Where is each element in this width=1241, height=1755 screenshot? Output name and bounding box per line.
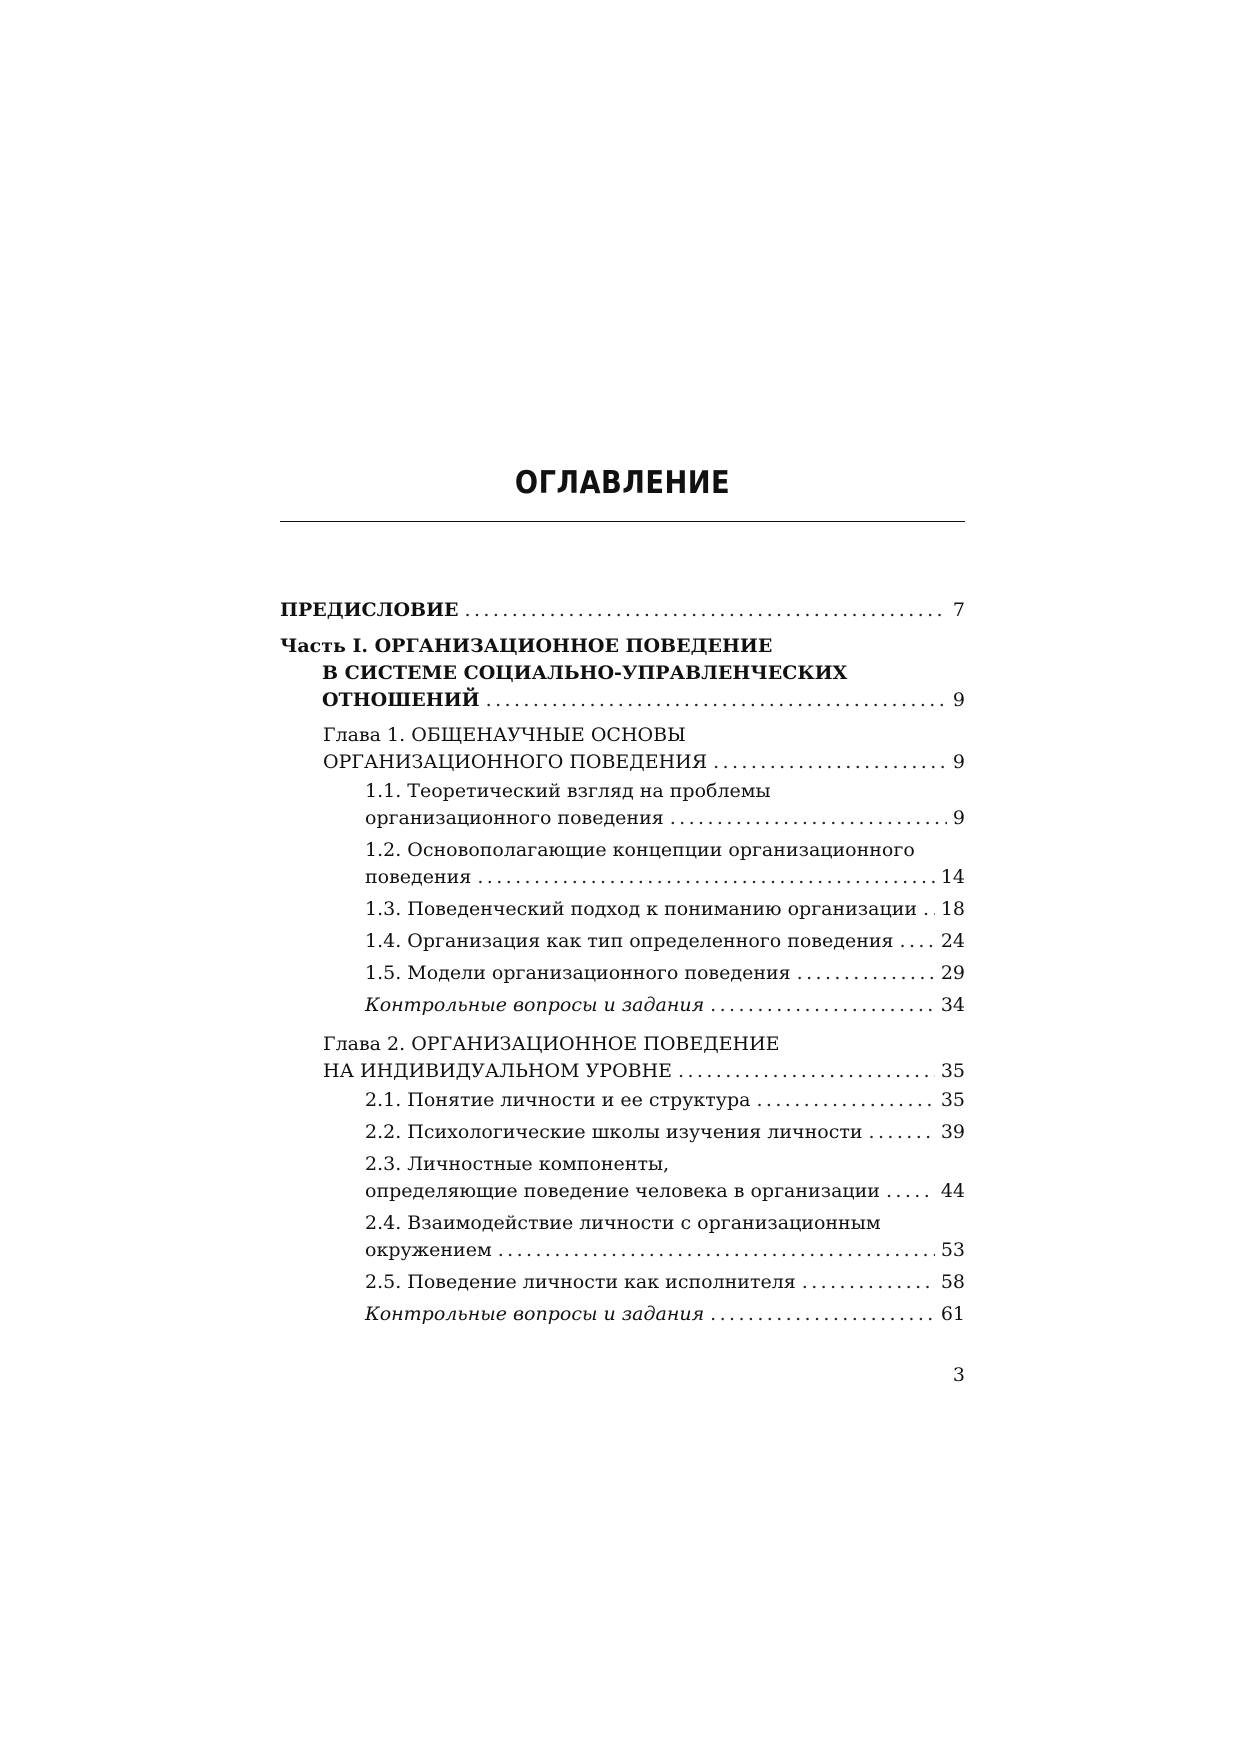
table-of-contents [280, 597, 965, 1328]
leader-dots [678, 1058, 935, 1085]
toc-entry-chapter-1 [280, 722, 965, 776]
toc-entry-preface [280, 597, 965, 624]
toc-entry-title: 1.1. Теоретический взгляд на проблемы [365, 780, 771, 802]
title-underline [280, 521, 965, 522]
toc-entry-questions-1 [280, 992, 965, 1019]
toc-entry-title-cont: окружением [365, 1239, 492, 1261]
leader-dots [900, 928, 935, 955]
toc-entry-title-cont: организационного поведения [365, 807, 664, 829]
leader-dots [756, 1087, 934, 1114]
toc-entry-title-cont: поведения [365, 866, 472, 888]
page-title: ОГЛАВЛЕНИЕ [514, 465, 731, 501]
toc-entry-title: Контрольные вопросы и задания [365, 1303, 705, 1325]
leader-dots [670, 805, 947, 832]
leader-dots [465, 597, 947, 624]
toc-entry-title: 2.5. Поведение личности как исполнителя [365, 1271, 796, 1293]
toc-entry-section-2-3 [280, 1151, 965, 1205]
leader-dots [710, 992, 935, 1019]
leader-dots [886, 1178, 935, 1205]
toc-page-number: 18 [940, 898, 965, 920]
toc-entry-title: Часть I. ОРГАНИЗАЦИОННОЕ ПОВЕДЕНИЕ [280, 635, 773, 657]
toc-entry-section-1-1 [280, 778, 965, 832]
toc-page-number: 24 [940, 930, 965, 952]
toc-entry-section-2-4 [280, 1210, 965, 1264]
toc-page-number: 9 [952, 689, 965, 711]
toc-entry-section-1-5 [280, 960, 965, 987]
toc-entry-title-cont: ОРГАНИЗАЦИОННОГО ПОВЕДЕНИЯ [323, 751, 708, 773]
toc-page-number: 35 [940, 1060, 965, 1082]
toc-page-number: 53 [940, 1239, 965, 1261]
toc-page-number: 9 [952, 807, 965, 829]
toc-entry-title: 1.3. Поведенческий подход к пониманию организации [365, 898, 918, 920]
toc-page-number: 14 [940, 866, 965, 888]
toc-entry-title: 1.5. Модели организационного поведения [365, 962, 791, 984]
toc-page-number: 61 [940, 1303, 965, 1325]
toc-entry-title: 2.3. Личностные компоненты, [365, 1153, 670, 1175]
toc-entry-title-cont: В СИСТЕМЕ СОЦИАЛЬНО-УПРАВЛЕНЧЕСКИХ [322, 662, 848, 684]
toc-entry-title-cont: НА ИНДИВИДУАЛЬНОМ УРОВНЕ [323, 1060, 673, 1082]
leader-dots [486, 687, 947, 714]
toc-page-number: 7 [952, 599, 965, 621]
toc-entry-title: ПРЕДИСЛОВИЕ [280, 599, 459, 621]
toc-entry-title: Контрольные вопросы и задания [365, 994, 705, 1016]
leader-dots [713, 749, 947, 776]
toc-page-number: 35 [940, 1089, 965, 1111]
toc-entry-title: 1.2. Основополагающие концепции организационного [365, 839, 915, 861]
leader-dots [498, 1237, 935, 1264]
toc-entry-title: 1.4. Организация как тип определенного поведения [365, 930, 894, 952]
toc-entry-title: Глава 1. ОБЩЕНАУЧНЫЕ ОСНОВЫ [323, 724, 686, 746]
toc-entry-section-1-2 [280, 837, 965, 891]
leader-dots [923, 896, 935, 923]
leader-dots [802, 1269, 935, 1296]
toc-entry-chapter-2 [280, 1031, 965, 1085]
toc-page-number: 34 [940, 994, 965, 1016]
leader-dots [797, 960, 935, 987]
toc-page-number: 29 [940, 962, 965, 984]
leader-dots [710, 1301, 935, 1328]
toc-entry-questions-2 [280, 1301, 965, 1328]
toc-entry-section-1-4 [280, 928, 965, 955]
toc-entry-title: 2.4. Взаимодействие личности с организационным [365, 1212, 881, 1234]
toc-entry-title: 2.2. Психологические школы изучения личности [365, 1121, 863, 1143]
leader-dots [869, 1119, 935, 1146]
toc-entry-section-2-1 [280, 1087, 965, 1114]
toc-entry-title: 2.1. Понятие личности и ее структура [365, 1089, 751, 1111]
toc-entry-title-cont: ОТНОШЕНИЙ [322, 689, 480, 711]
toc-entry-section-2-5 [280, 1269, 965, 1296]
toc-entry-section-1-3 [280, 896, 965, 923]
toc-entry-part-1 [280, 633, 965, 714]
toc-page-number: 44 [940, 1180, 965, 1202]
page-number: 3 [952, 1364, 965, 1386]
toc-entry-title-cont: определяющие поведение человека в организации [365, 1180, 880, 1202]
leader-dots [477, 864, 935, 891]
toc-page-number: 9 [952, 751, 965, 773]
toc-entry-section-2-2 [280, 1119, 965, 1146]
toc-entry-title: Глава 2. ОРГАНИЗАЦИОННОЕ ПОВЕДЕНИЕ [323, 1033, 780, 1055]
toc-page-number: 58 [940, 1271, 965, 1293]
toc-page-number: 39 [940, 1121, 965, 1143]
